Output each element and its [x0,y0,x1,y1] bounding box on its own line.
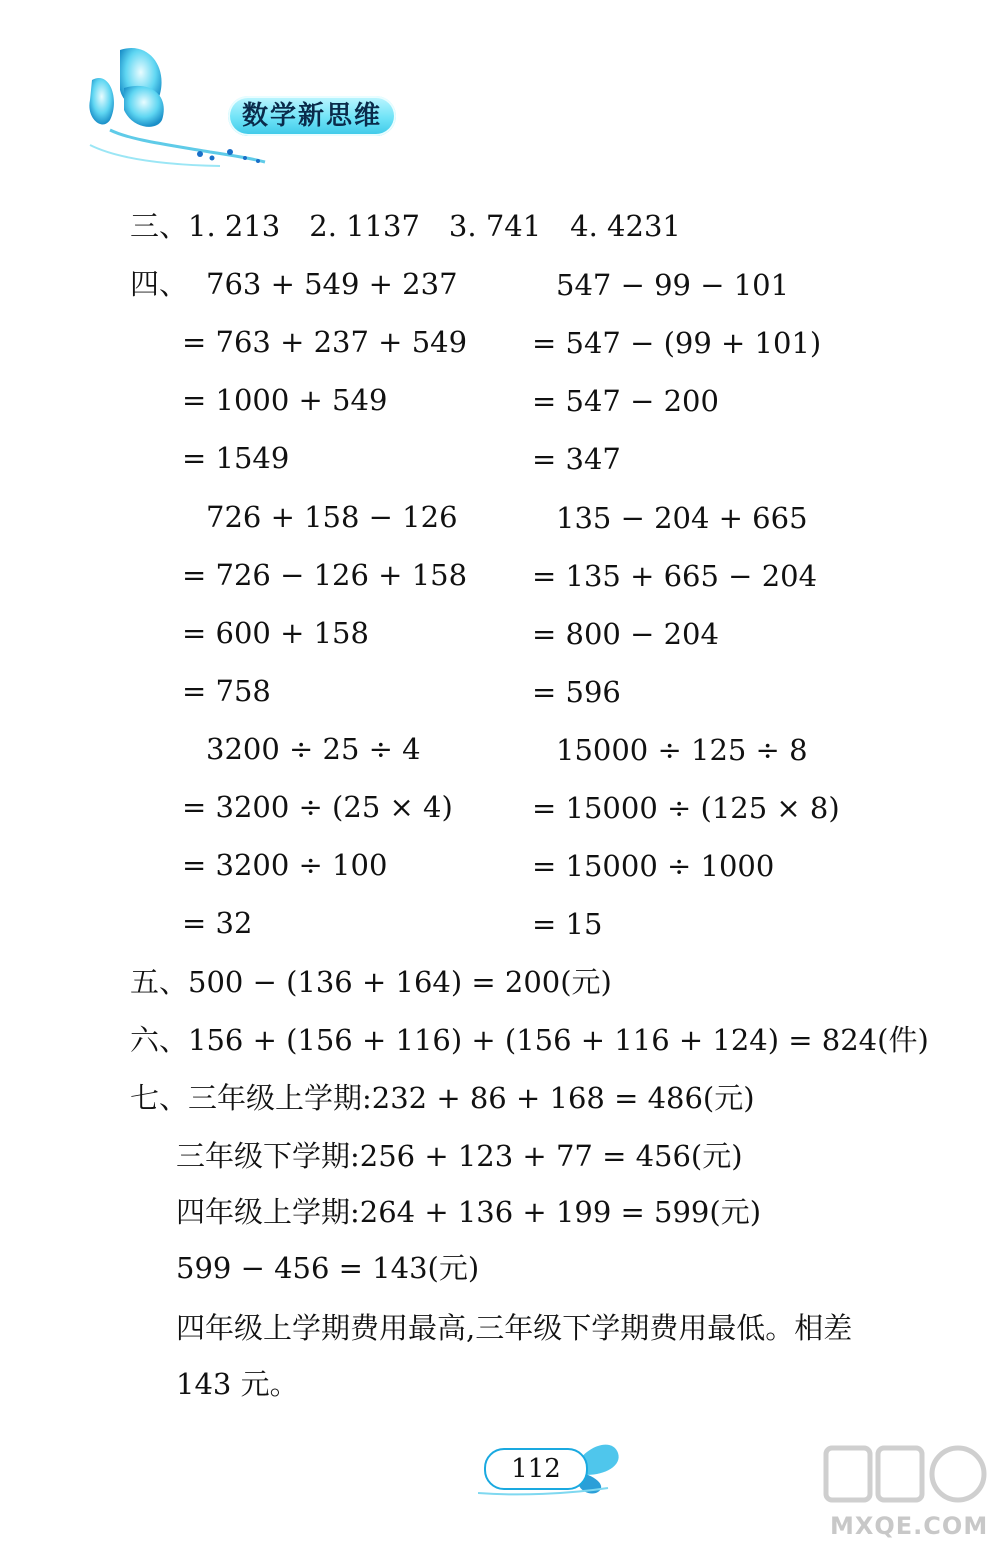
calc-a-line-3: = 1000 + 549 [182,383,388,417]
page-footer [478,1438,638,1498]
calc-f-line-3: = 15000 ÷ 1000 [532,849,775,883]
calc-d-line-1: 135 − 204 + 665 [556,501,808,535]
calc-f-line-1: 15000 ÷ 125 ÷ 8 [556,733,808,767]
watermark-logo-icon [820,1440,995,1520]
calc-e-line-4: = 32 [182,906,253,940]
section-7-conclusion-end: 143 元。 [176,1367,299,1401]
calc-c-line-4: = 758 [182,674,271,708]
calc-c-line-1: 726 + 158 − 126 [206,500,458,534]
book-title: 数学新思维 [228,96,396,136]
calc-b-line-4: = 347 [532,442,621,476]
calc-e-line-2: = 3200 ÷ (25 × 4) [182,790,453,824]
section-7-line-3: 四年级上学期:264 + 136 + 199 = 599(元) [176,1195,762,1229]
calc-c-line-3: = 600 + 158 [182,616,369,650]
calc-d-line-2: = 135 + 665 − 204 [532,559,818,593]
calc-e-line-3: = 3200 ÷ 100 [182,848,388,882]
watermark-text: MXQE.COM [830,1512,989,1540]
section-7-line-2: 三年级下学期:256 + 123 + 77 = 456(元) [176,1139,743,1173]
section-4-label: 四、 [130,267,189,301]
calc-e-line-1: 3200 ÷ 25 ÷ 4 [206,732,421,766]
calc-a-line-4: = 1549 [182,441,290,475]
page-number: 112 [484,1448,588,1490]
section-7-conclusion: 四年级上学期费用最高,三年级下学期费用最低。相差 [176,1311,853,1345]
watermark [820,1440,995,1540]
calc-b-line-1: 547 − 99 − 101 [556,268,790,302]
section-6-answer: 六、156 + (156 + 116) + (156 + 116 + 124) = 824(件) [130,1023,929,1057]
section-3-answers: 三、1. 213 2. 1137 3. 741 4. 4231 [130,209,681,243]
calc-a-line-1: 763 + 549 + 237 [206,267,458,301]
calc-d-line-3: = 800 − 204 [532,617,719,651]
page-header [80,40,410,180]
section-7-line-4: 599 − 456 = 143(元) [176,1251,480,1285]
calc-b-line-3: = 547 − 200 [532,384,719,418]
section-7-line-1: 七、三年级上学期:232 + 86 + 168 = 486(元) [130,1081,755,1115]
calc-f-line-2: = 15000 ÷ (125 × 8) [532,791,840,825]
calc-f-line-4: = 15 [532,907,603,941]
section-5-answer: 五、500 − (136 + 164) = 200(元) [130,965,612,999]
calc-c-line-2: = 726 − 126 + 158 [182,558,468,592]
calc-d-line-4: = 596 [532,675,621,709]
calc-a-line-2: = 763 + 237 + 549 [182,325,468,359]
calc-b-line-2: = 547 − (99 + 101) [532,326,822,360]
